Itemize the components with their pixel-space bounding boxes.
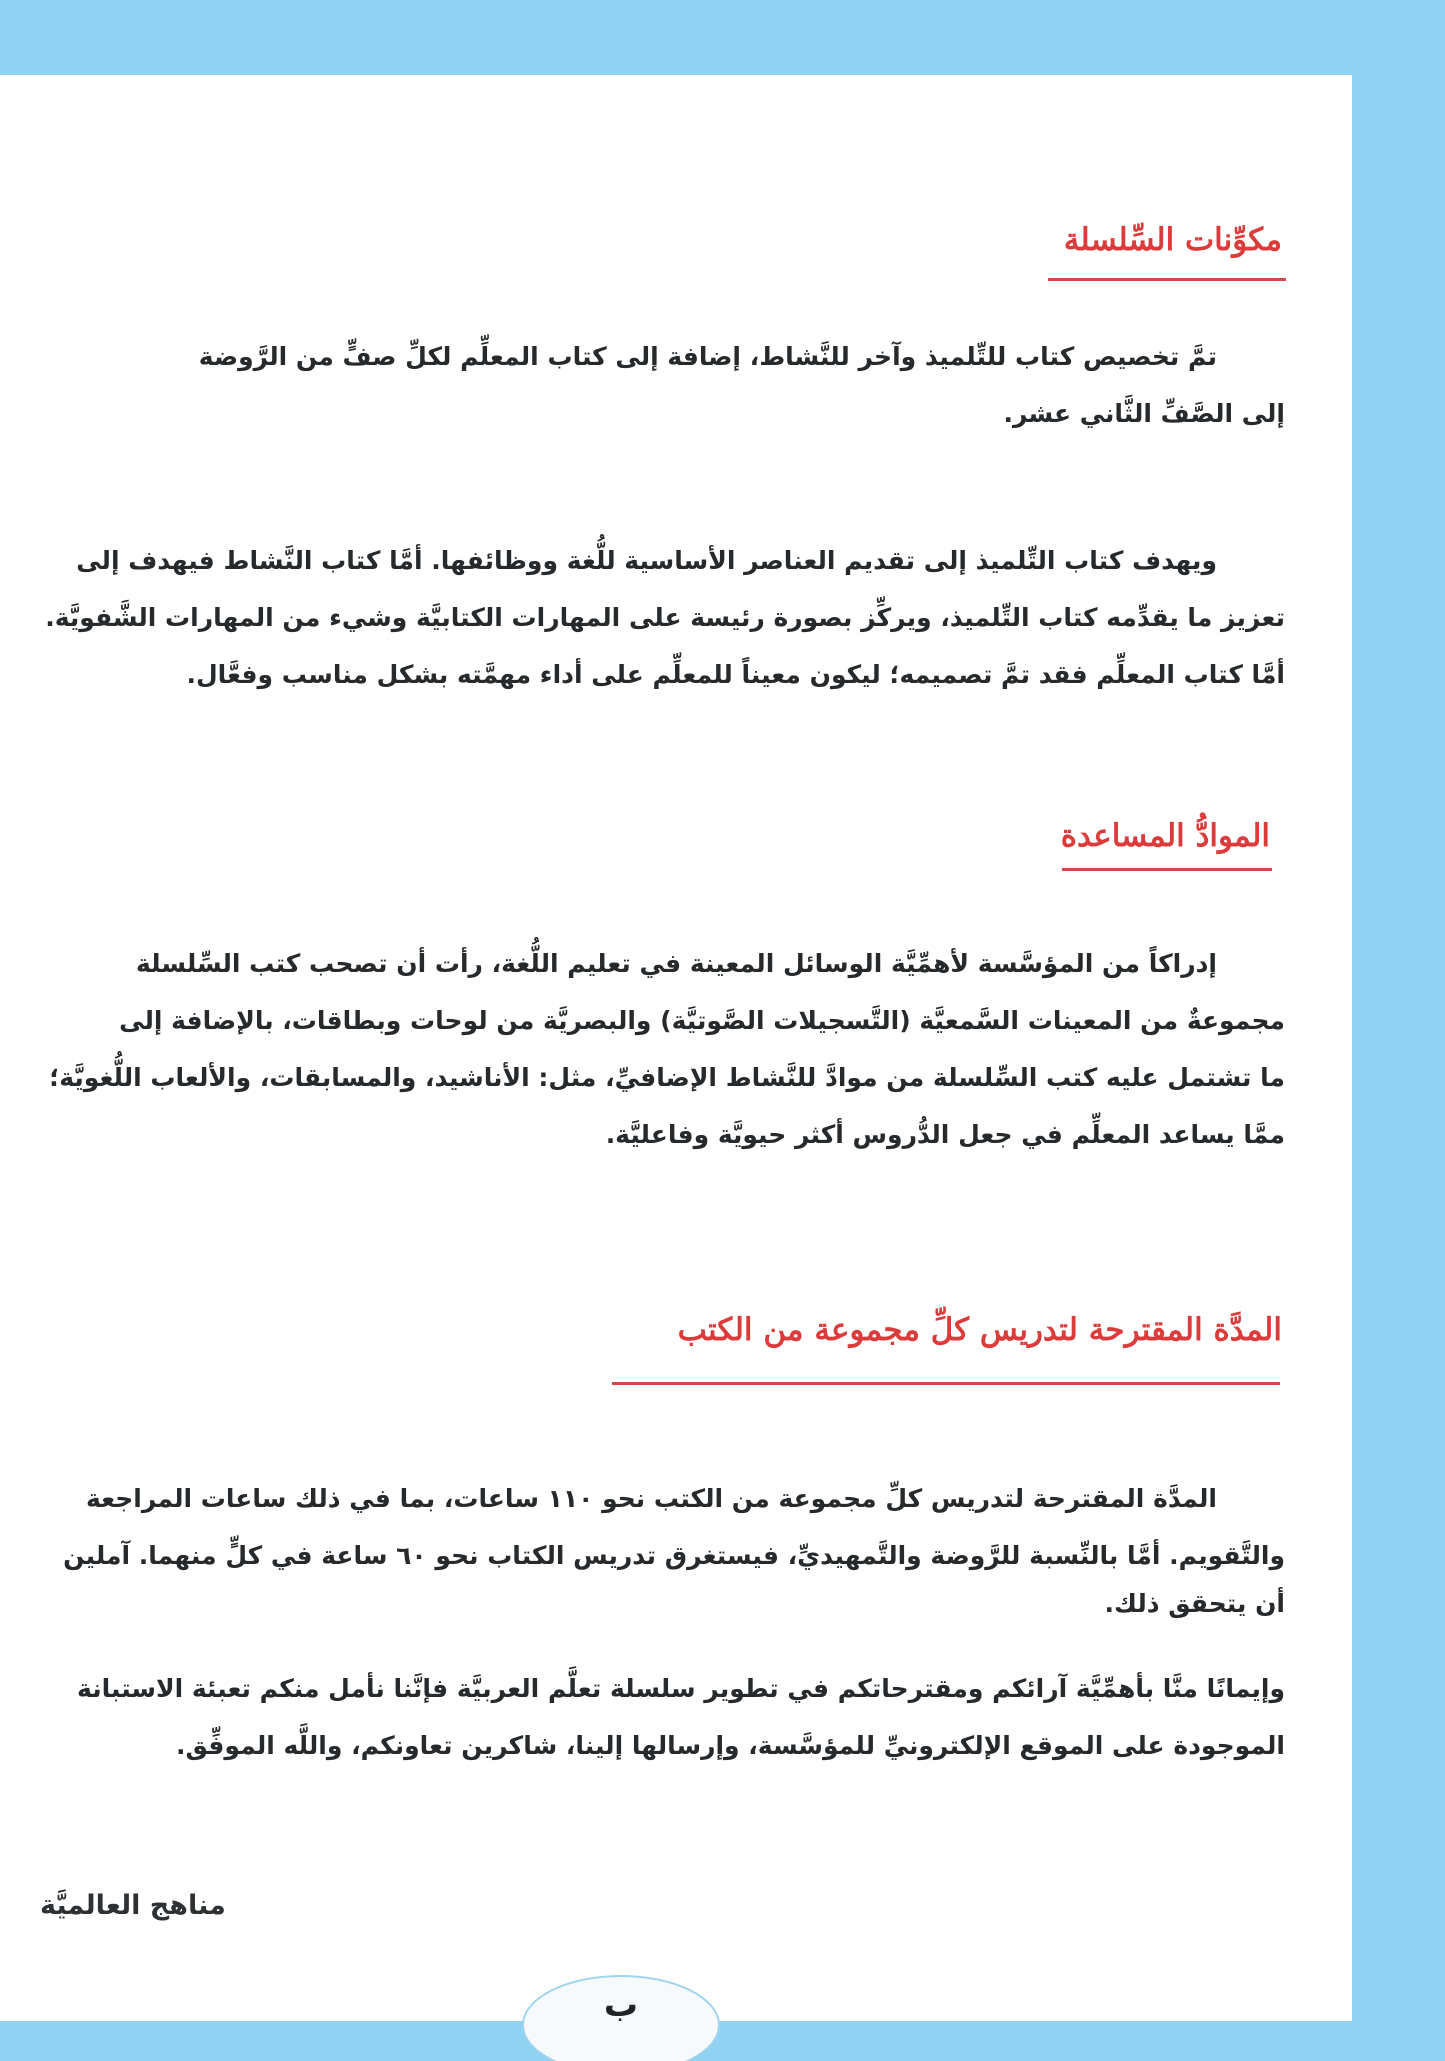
paragraph-line: تعزيز ما يقدِّمه كتاب التِّلميذ، ويركِّز بصورة رئيسة على المهارات الكتابيَّة وشيء من المهارات الشَّفويَّة. [45,603,1285,632]
paragraph [35,532,1285,703]
paragraph [35,1470,1285,1624]
title-underline [612,1382,1280,1385]
paragraph-line: أمَّا كتاب المعلِّم فقد تمَّ تصميمه؛ ليكون معيناً للمعلِّم على أداء مهمَّته بشكل مناسب وفعَّال. [186,660,1285,689]
page-frame-top [0,0,1445,75]
paragraph-line: تمَّ تخصيص كتاب للتِّلميذ وآخر للنَّشاط، إضافة إلى كتاب المعلِّم لكلِّ صفٍّ من الرَّوضة [198,342,1217,371]
paragraph-line: وإيمانًا منَّا بأهمِّيَّة آرائكم ومقترحاتكم في تطوير سلسلة تعلَّم العربيَّة فإنَّنا نأمل منكم تعبئة الاستبانة [77,1674,1285,1703]
paragraph-line: إلى الصَّفِّ الثَّاني عشر. [1003,399,1285,428]
paragraph [35,1660,1285,1774]
title-underline [1062,868,1272,871]
paragraph-line: مجموعةٌ من المعينات السَّمعيَّة (التَّسجيلات الصَّوتيَّة) والبصريَّة من لوحات وبطاقات، بالإضافة إلى [119,1006,1285,1035]
section-title-series-components: مكوِّنات السِّلسلة [1063,222,1282,258]
section-title-suggested-duration: المدَّة المقترحة لتدريس كلِّ مجموعة من الكتب [677,1312,1282,1348]
page-frame-bottom [0,2021,1445,2061]
paragraph-line: أن يتحقق ذلك. [1104,1589,1285,1618]
title-underline [1048,278,1286,281]
paragraph [35,328,1285,442]
section-title-supporting-materials: الموادُّ المساعدة [1060,818,1270,854]
publisher-signature: مناهج العالميَّة [40,1890,226,1921]
paragraph-line: ويهدف كتاب التِّلميذ إلى تقديم العناصر الأساسية للُّغة ووظائفها. أمَّا كتاب النَّشاط فيهدف إلى [76,546,1217,575]
paragraph-line: المدَّة المقترحة لتدريس كلِّ مجموعة من الكتب نحو ١١٠ ساعات، بما في ذلك ساعات المراجعة [85,1484,1217,1513]
paragraph-line: والتَّقويم. أمَّا بالنِّسبة للرَّوضة والتَّمهيديِّ، فيستغرق تدريس الكتاب نحو ٦٠ ساعة في كلٍّ منهما. آملين [63,1541,1285,1570]
paragraph [35,935,1285,1163]
paragraph-line: الموجودة على الموقع الإلكترونيِّ للمؤسَّسة، وإرسالها إلينا، شاكرين تعاونكم، واللَّه الموفِّق. [176,1731,1285,1760]
paragraph-line: ممَّا يساعد المعلِّم في جعل الدُّروس أكثر حيويَّة وفاعليَّة. [605,1120,1285,1149]
page-number: ب [603,1985,639,2025]
paragraph-line: ما تشتمل عليه كتب السِّلسلة من موادَّ للنَّشاط الإضافيِّ، مثل: الأناشيد، والمسابقات، والألعاب اللُّغويَّة؛ [49,1063,1285,1092]
paragraph-line: إدراكاً من المؤسَّسة لأهمِّيَّة الوسائل المعينة في تعليم اللُّغة، رأت أن تصحب كتب السِّلسلة [136,949,1217,978]
page-frame-right [1352,0,1445,2061]
